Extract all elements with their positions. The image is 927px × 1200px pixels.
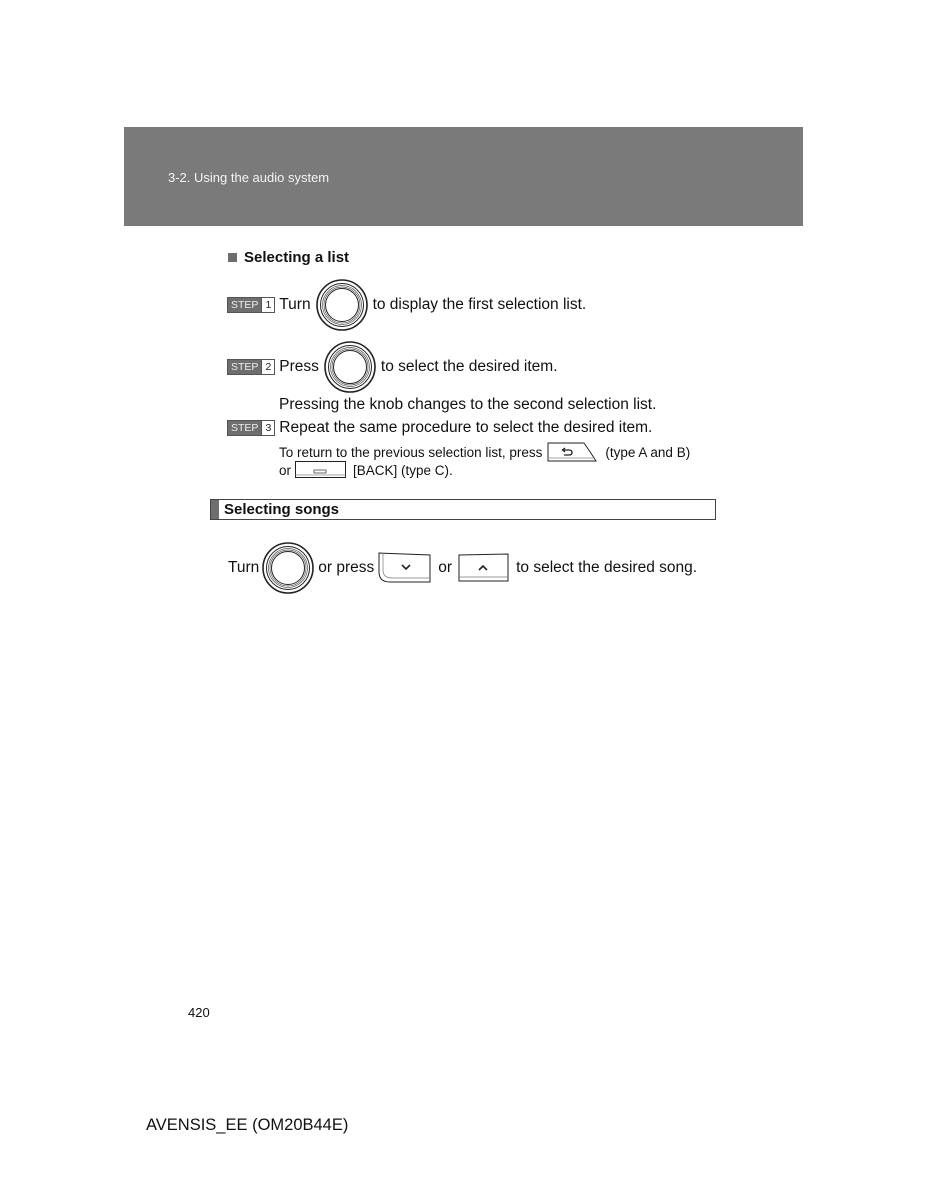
step-verb: Press	[279, 358, 319, 375]
return-note-text: To return to the previous selection list, press	[279, 444, 543, 460]
instruction-text: or	[438, 559, 453, 576]
dial-knob-icon	[315, 279, 369, 331]
subsection-heading	[228, 249, 349, 266]
subsection-heading-label: Selecting a list	[244, 249, 350, 266]
step-number: 3	[261, 421, 274, 435]
return-note-text: or	[279, 462, 292, 478]
dial-knob-icon	[261, 542, 315, 594]
step-label: STEP	[228, 360, 261, 374]
return-note-line-1	[279, 442, 690, 462]
instruction-text: to select the desired song.	[516, 559, 698, 576]
dial-knob-icon	[323, 341, 377, 393]
step-2-note: Pressing the knob changes to the second selection list.	[279, 396, 657, 413]
square-bullet-icon	[228, 253, 237, 262]
document-footer: AVENSIS_EE (OM20B44E)	[146, 1116, 349, 1134]
step-label: STEP	[228, 421, 261, 435]
step-3	[227, 419, 652, 437]
step-number: 2	[261, 360, 274, 374]
step-2	[227, 341, 558, 393]
step-verb: Turn	[279, 296, 311, 313]
chapter-header-band	[124, 127, 803, 226]
step-badge	[227, 420, 275, 436]
step-text: to select the desired item.	[380, 358, 558, 375]
return-note-line-2	[279, 461, 453, 479]
select-song-instruction	[228, 542, 697, 594]
section-accent	[211, 500, 219, 519]
step-1	[227, 279, 586, 331]
step-text: Repeat the same procedure to select the desired item.	[279, 419, 653, 436]
return-note-text: [BACK] (type C).	[353, 462, 453, 478]
section-heading: Selecting songs	[224, 501, 340, 518]
page-number: 420	[188, 1005, 210, 1020]
instruction-text: or press	[318, 559, 375, 576]
back-button-icon	[295, 461, 347, 479]
step-label: STEP	[228, 298, 261, 312]
step-text: to display the first selection list.	[372, 296, 587, 313]
back-arrow-button-icon	[547, 442, 599, 462]
instruction-verb: Turn	[228, 559, 260, 576]
chapter-title: 3-2. Using the audio system	[168, 170, 330, 185]
step-number: 1	[261, 298, 274, 312]
return-note-text: (type A and B)	[605, 444, 691, 460]
section-heading-bar	[210, 499, 716, 520]
step-badge	[227, 297, 275, 313]
chevron-up-button-icon	[458, 553, 510, 583]
chevron-down-button-icon	[378, 552, 432, 584]
step-badge	[227, 359, 275, 375]
